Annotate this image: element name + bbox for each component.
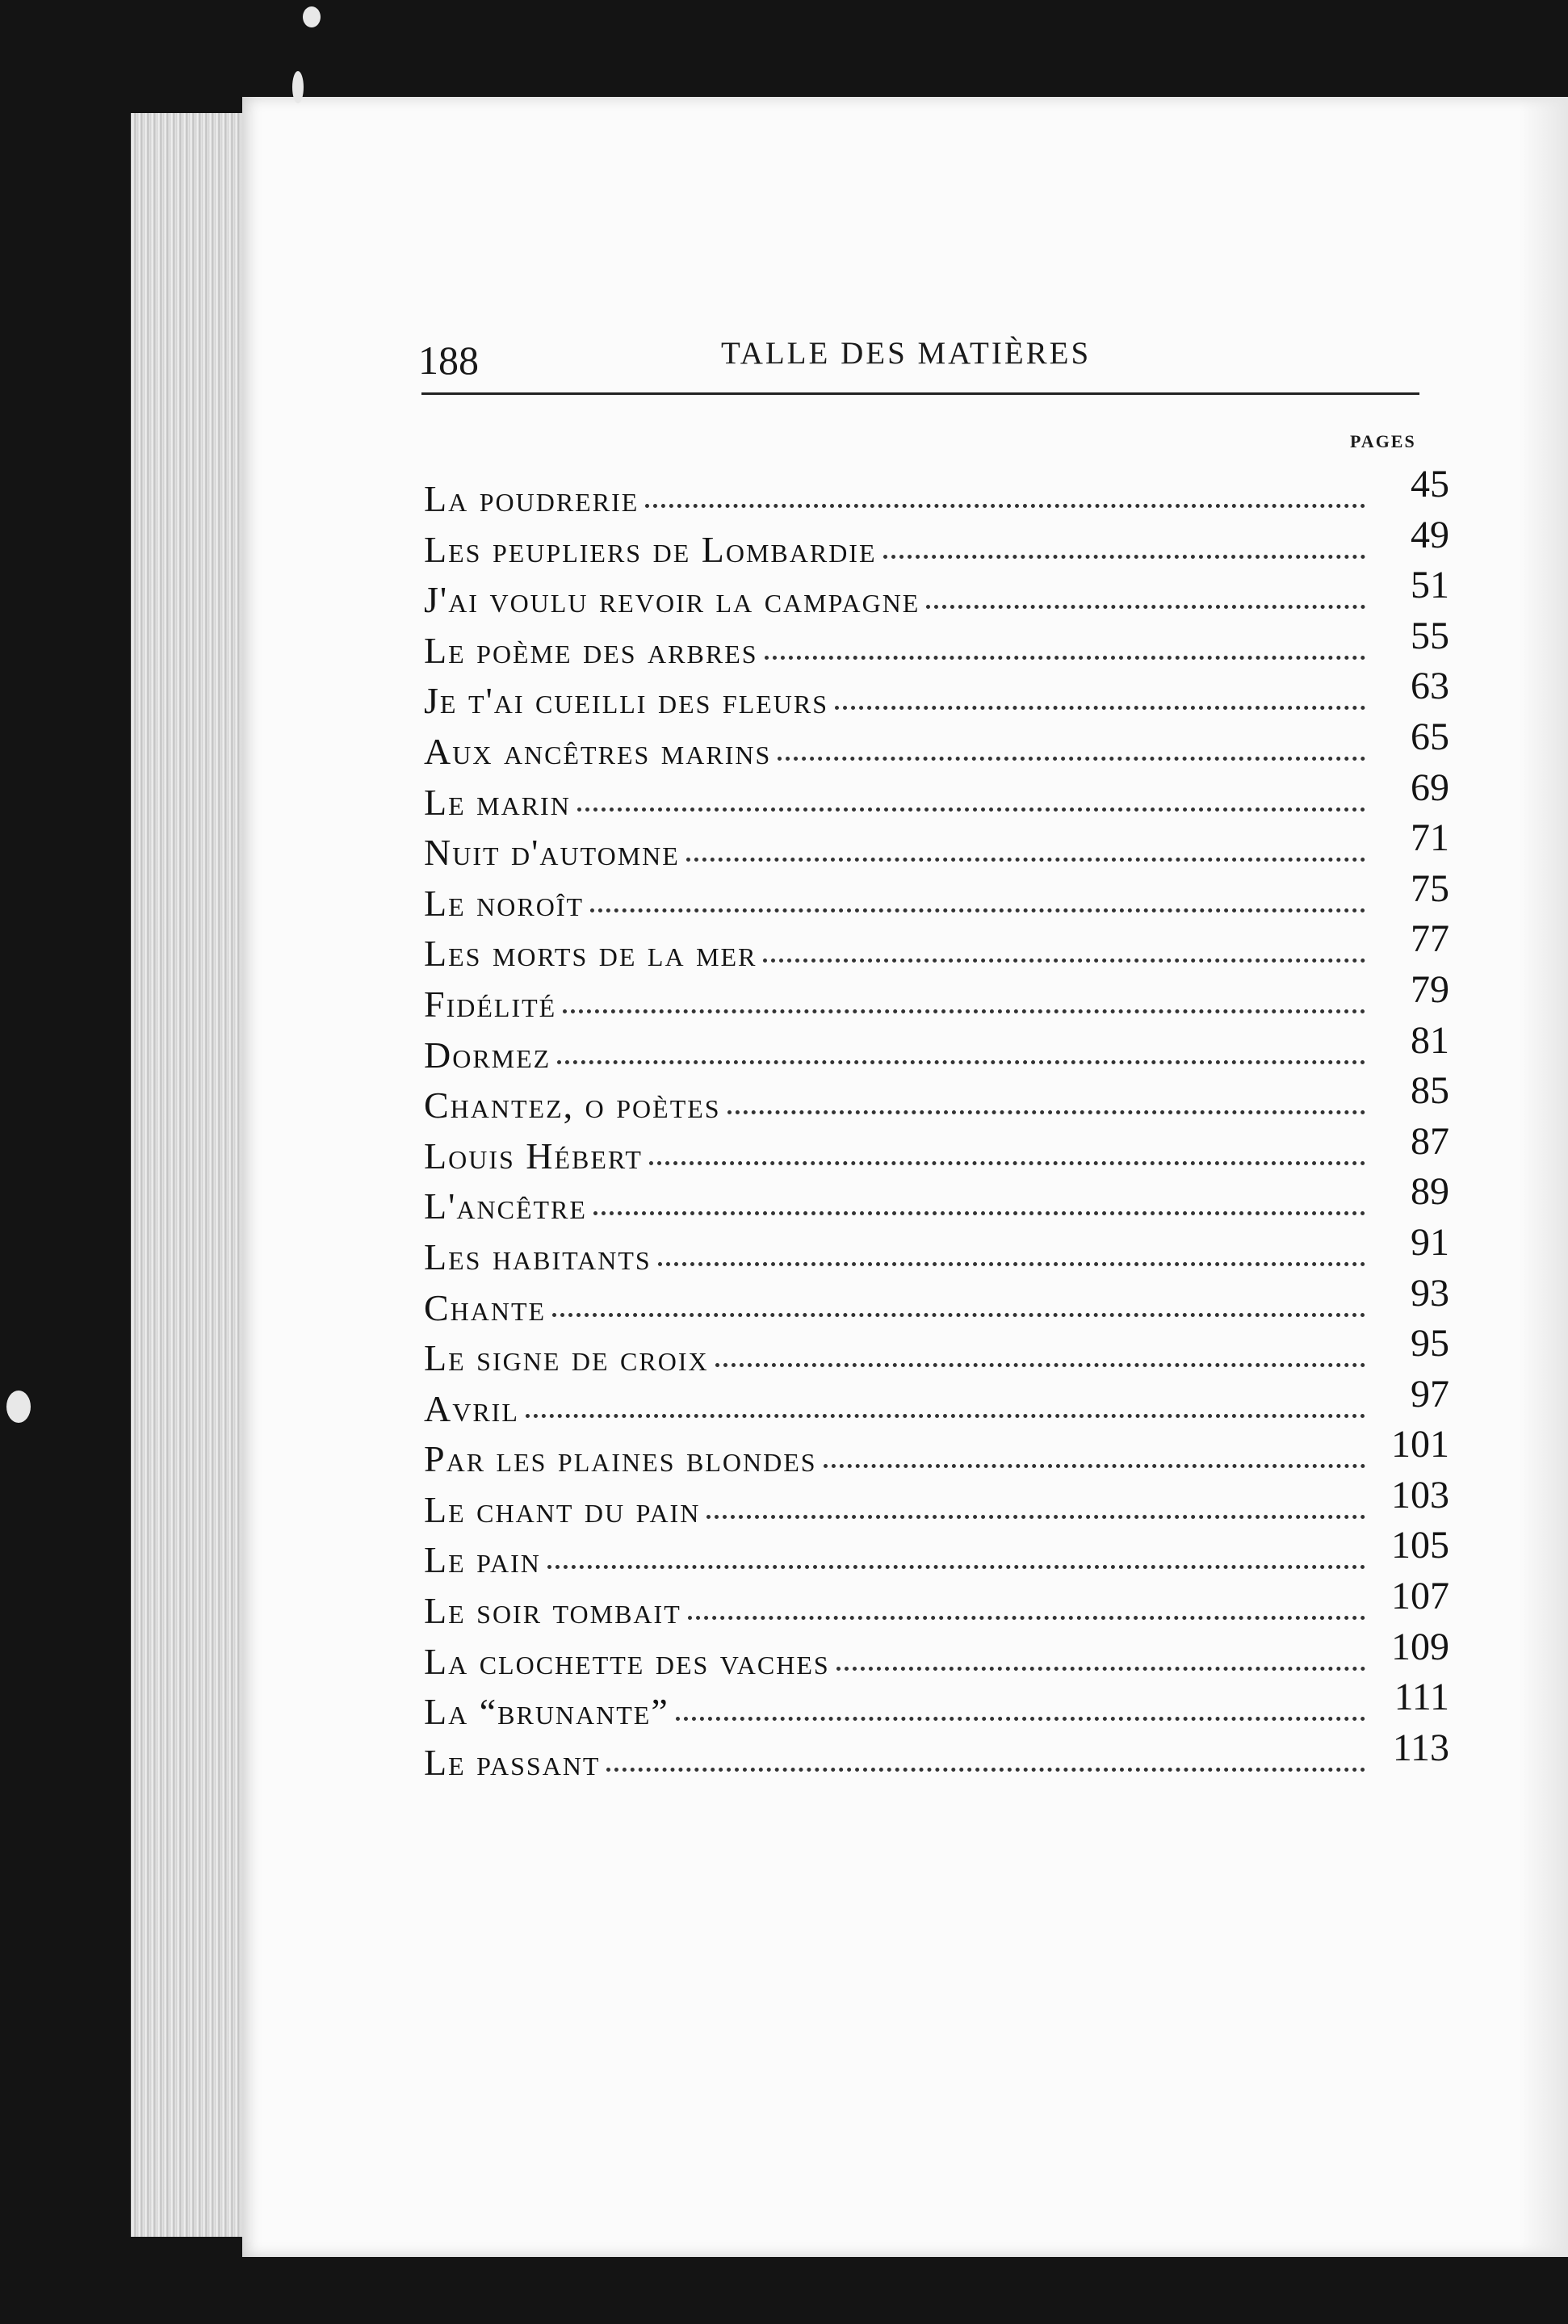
toc-entry-title: Fidélité (424, 983, 557, 1025)
toc-entry-title: Le noroît (424, 882, 585, 924)
toc-entry-title: Le marin (424, 781, 571, 823)
toc-entry (424, 463, 1449, 527)
dot-leader (686, 858, 1365, 862)
toc-entry (424, 1170, 1449, 1235)
toc-entry (424, 1322, 1449, 1386)
toc-entry-page: 71 (1411, 816, 1449, 860)
toc-entry-page: 69 (1411, 766, 1449, 809)
dot-leader (763, 959, 1365, 963)
toc-entry (424, 1220, 1449, 1286)
toc-entry-title: Aux ancêtres marins (424, 730, 772, 772)
toc-entry-title: Par les plaines blondes (424, 1438, 817, 1480)
toc-entry-page: 49 (1411, 513, 1449, 556)
toc-entry-title: Les habitants (424, 1235, 652, 1277)
toc-entry-page: 101 (1391, 1423, 1449, 1466)
table-of-contents (424, 463, 1449, 1790)
toc-entry-page: 51 (1411, 564, 1449, 607)
toc-entry-page: 55 (1411, 614, 1449, 657)
toc-entry-page: 79 (1411, 967, 1449, 1011)
toc-entry-title: Chantez, o poètes (424, 1084, 721, 1126)
toc-entry-title: J'ai voulu revoir la campagne (424, 579, 920, 621)
toc-entry-page: 109 (1391, 1625, 1449, 1668)
page-header (418, 327, 1419, 384)
toc-entry-title: Le chant du pain (424, 1488, 701, 1530)
dot-leader (547, 1565, 1365, 1569)
dot-leader (593, 1211, 1365, 1215)
dot-leader (836, 1667, 1365, 1671)
toc-entry-title: Le passant (424, 1741, 601, 1783)
toc-entry-title: Avril (424, 1387, 519, 1429)
toc-entry (424, 766, 1449, 831)
dot-leader (926, 605, 1365, 609)
toc-entry-page: 85 (1411, 1069, 1449, 1113)
toc-entry (424, 715, 1449, 780)
toc-entry-page: 95 (1411, 1322, 1449, 1365)
toc-entry-page: 97 (1411, 1372, 1449, 1416)
toc-entry (424, 1625, 1449, 1690)
toc-entry (424, 1119, 1449, 1185)
dot-leader (606, 1768, 1365, 1772)
dot-leader (649, 1161, 1365, 1165)
dot-leader (835, 706, 1365, 710)
toc-entry-title: Le signe de croix (424, 1337, 709, 1379)
toc-entry-page: 65 (1411, 715, 1449, 758)
toc-entry-page: 89 (1411, 1170, 1449, 1214)
toc-entry (424, 1524, 1449, 1588)
toc-entry-page: 75 (1411, 866, 1449, 910)
toc-entry-title: Chante (424, 1286, 547, 1328)
toc-entry-title: Je t'ai cueilli des fleurs (424, 680, 829, 722)
toc-entry-page: 91 (1411, 1220, 1449, 1264)
toc-entry-page: 93 (1411, 1271, 1449, 1315)
toc-entry-title: Le poème des arbres (424, 629, 758, 671)
toc-entry-title: Nuit d'automne (424, 832, 680, 874)
toc-entry (424, 1271, 1449, 1336)
toc-entry-page: 63 (1411, 665, 1449, 708)
toc-entry (424, 816, 1449, 881)
toc-entry (424, 1473, 1449, 1538)
toc-entry (424, 1423, 1449, 1487)
toc-entry-title: Les morts de la mer (424, 933, 757, 975)
toc-entry (424, 967, 1449, 1033)
dot-leader (778, 757, 1365, 761)
pages-column-label: PAGES (1350, 431, 1416, 451)
toc-entry-page: 45 (1411, 463, 1449, 505)
toc-entry (424, 1575, 1449, 1639)
toc-entry-page: 87 (1411, 1119, 1449, 1163)
toc-entry-page: 111 (1394, 1676, 1449, 1719)
toc-entry-title: Le pain (424, 1539, 541, 1581)
toc-entry-title: La poudrerie (424, 478, 639, 519)
toc-entry (424, 1676, 1449, 1740)
page-gutter-shadow (1520, 97, 1568, 2257)
scan-speck (6, 1391, 31, 1423)
page-number: 188 (418, 338, 479, 383)
toc-entry-page: 107 (1391, 1575, 1449, 1618)
toc-entry-page: 77 (1411, 917, 1449, 961)
dot-leader (715, 1363, 1365, 1367)
toc-entry-title: Les peupliers de Lombardie (424, 528, 877, 570)
toc-entry-title: La “brunante” (424, 1691, 669, 1733)
dot-leader (727, 1110, 1365, 1114)
dot-leader (676, 1717, 1365, 1721)
toc-entry (424, 665, 1449, 729)
toc-entry (424, 1018, 1449, 1084)
toc-entry-page: 103 (1391, 1473, 1449, 1516)
dot-leader (706, 1515, 1365, 1519)
toc-entry-title: Le soir tombait (424, 1590, 681, 1632)
toc-entry-title: Louis Hébert (424, 1135, 643, 1177)
scan-speck (292, 71, 304, 103)
dot-leader (577, 808, 1365, 812)
toc-entry (424, 917, 1449, 982)
dot-leader (883, 555, 1365, 559)
dot-leader (557, 1060, 1365, 1064)
header-rule (421, 392, 1419, 395)
dot-leader (688, 1616, 1365, 1620)
dot-leader (552, 1313, 1365, 1317)
toc-entry (424, 866, 1449, 932)
dot-leader (765, 656, 1365, 660)
dot-leader (563, 1009, 1365, 1013)
toc-entry-page: 81 (1411, 1018, 1449, 1062)
toc-entry (424, 1372, 1449, 1437)
toc-entry-title: Dormez (424, 1034, 551, 1076)
toc-entry-title: La clochette des vaches (424, 1640, 830, 1682)
toc-entry (424, 1069, 1449, 1134)
toc-entry (424, 614, 1449, 679)
toc-entry-title: L'ancêtre (424, 1185, 587, 1227)
toc-entry-page: 105 (1391, 1524, 1449, 1567)
dot-leader (658, 1262, 1365, 1266)
dot-leader (645, 504, 1365, 508)
toc-entry (424, 564, 1449, 628)
running-title: TALLE DES MATIÈRES (721, 336, 1092, 371)
dot-leader (824, 1464, 1365, 1468)
dot-leader (590, 908, 1365, 912)
scan-speck (303, 6, 321, 27)
toc-entry-page: 113 (1392, 1726, 1449, 1769)
dot-leader (526, 1414, 1365, 1418)
toc-entry (424, 513, 1449, 578)
toc-entry (424, 1726, 1449, 1791)
